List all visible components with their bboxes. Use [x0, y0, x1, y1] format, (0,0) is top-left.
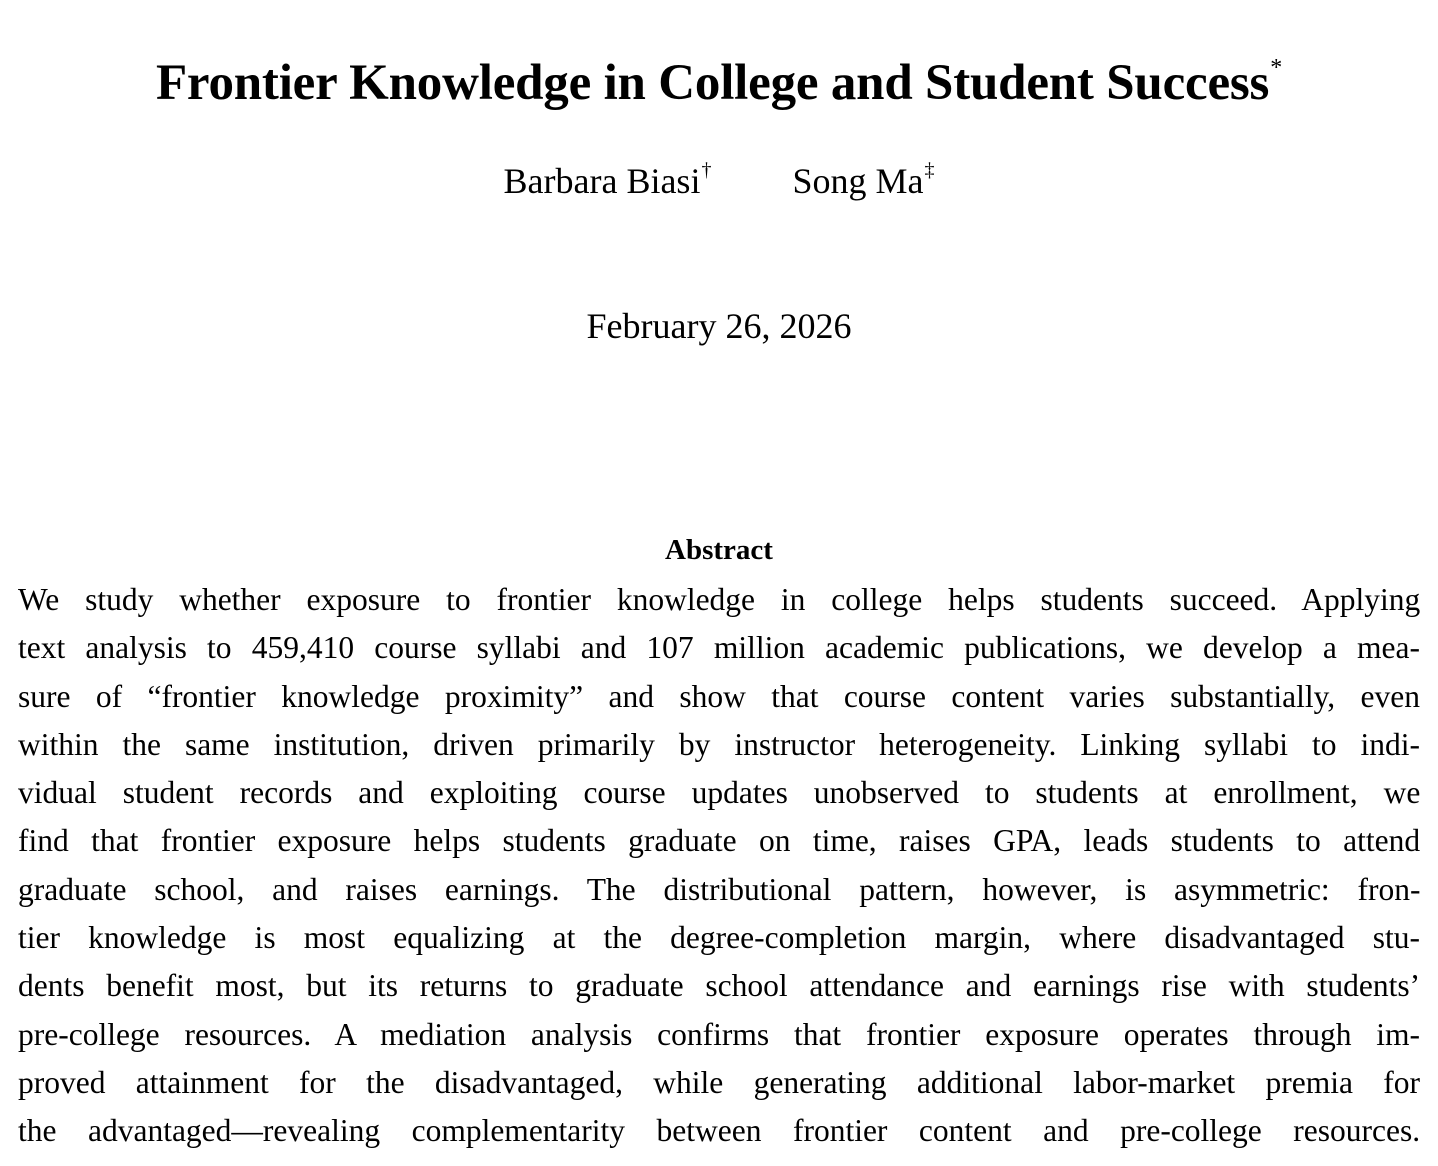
abstract-line: vidual student records and exploiting course updates unobserved to students at enrollment, we	[18, 775, 1421, 811]
author-name: Song Ma	[792, 161, 924, 201]
abstract-line: pre-college resources. A mediation analysis confirms that frontier exposure operates through im-	[18, 1016, 1420, 1052]
abstract-line: proved attainment for the disadvantaged, while generating additional labor-market premia for	[18, 1064, 1420, 1100]
publication-date: February 26, 2026	[586, 306, 852, 346]
paper-title	[0, 42, 1438, 115]
abstract-line: graduate school, and raises earnings. The distributional pattern, however, is asymmetric: fron-	[18, 871, 1421, 907]
author-footnote-mark[interactable]: ‡	[924, 159, 935, 181]
author-list	[0, 152, 1438, 203]
abstract-heading: Abstract	[665, 534, 773, 567]
abstract-line: within the same institution, driven primarily by instructor heterogeneity. Linking syllabi to indi-	[18, 726, 1420, 762]
abstract-line: text analysis to 459,410 course syllabi and 107 million academic publications, we develop a mea-	[18, 630, 1420, 666]
abstract-line: tier knowledge is most equalizing at the degree-completion margin, where disadvantaged stu-	[18, 920, 1420, 956]
abstract-line: sure of “frontier knowledge proximity” and show that course content varies substantially, even	[18, 678, 1420, 714]
abstract-line: find that frontier exposure helps students graduate on time, raises GPA, leads students to attend	[18, 823, 1421, 859]
author-barbara-biasi	[504, 152, 712, 203]
paper-title-text: Frontier Knowledge in College and Student Success	[155, 55, 1270, 112]
title-footnote-mark[interactable]: *	[1270, 55, 1282, 82]
author-song-ma	[792, 152, 934, 203]
abstract-line: the advantaged—revealing complementarity between frontier content and pre-college resources.	[18, 1113, 1421, 1149]
author-footnote-mark[interactable]: †	[701, 159, 712, 181]
abstract-body	[18, 576, 1420, 1156]
abstract-line: We study whether exposure to frontier knowledge in college helps students succeed. Applying	[18, 582, 1421, 617]
abstract-line: dents benefit most, but its returns to graduate school attendance and earnings rise with students’	[18, 968, 1421, 1004]
author-name: Barbara Biasi	[503, 161, 701, 201]
